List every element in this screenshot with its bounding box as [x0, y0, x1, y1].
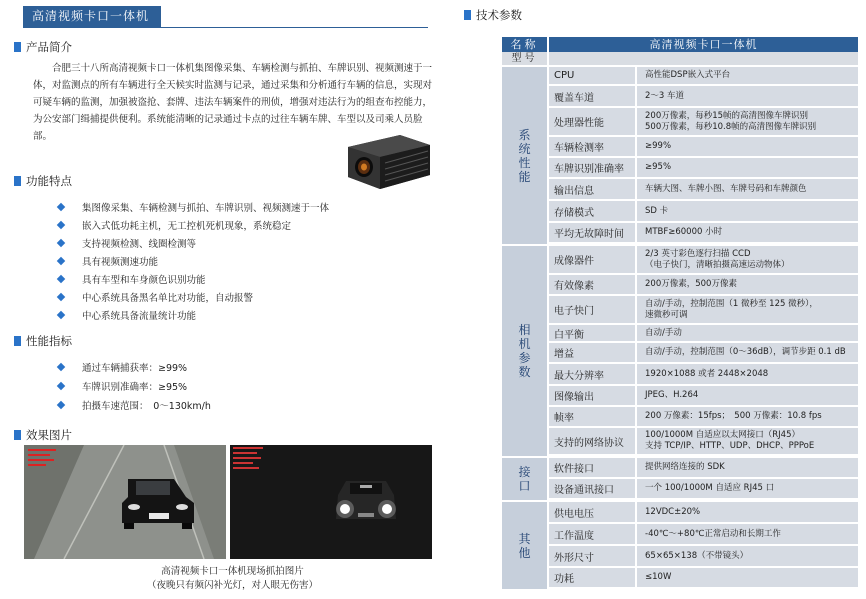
model-key-cell: 型号: [502, 52, 547, 65]
spec-table-header: [502, 37, 858, 52]
diamond-bullet-icon: [57, 311, 65, 319]
spec-field-cell: 覆盖车道: [549, 86, 635, 106]
header-key-cell: 名称: [502, 37, 547, 52]
table-row: [549, 296, 858, 323]
table-row: [549, 223, 858, 242]
list-item: [58, 252, 329, 270]
list-item-text: 集图像采集、车辆检测与抓拍、车牌识别、视频测速于一体: [82, 203, 330, 214]
list-item-text: 中心系统具备黑名单比对功能，自动报警: [82, 293, 254, 304]
spec-value-cell: [637, 201, 858, 221]
spec-field-cell: 平均无故障时间: [549, 223, 635, 242]
spec-value-cell: [637, 275, 858, 294]
diamond-bullet-icon: [57, 293, 65, 301]
table-row: [549, 428, 858, 454]
section-marker-icon: [14, 336, 21, 346]
night-capture-photo: [230, 445, 432, 559]
table-row: [549, 407, 858, 426]
spec-value-line: （电子快门，清晰拍摄高速运动物体）: [645, 259, 790, 270]
table-row: [549, 479, 858, 498]
spec-field-cell: 成像器件: [549, 246, 635, 273]
table-row: [549, 246, 858, 273]
spec-group: [502, 246, 858, 456]
spec-value-cell: [637, 179, 858, 199]
spec-value-cell: [637, 364, 858, 384]
section-marker-icon: [14, 176, 21, 186]
photo-caption-line1: 高清视频卡口一体机现场抓拍图片: [161, 566, 304, 577]
table-row: [549, 364, 858, 384]
spec-value-line: 100/1000M 自适应以太网接口（RJ45）: [645, 430, 800, 440]
intro-heading: [14, 39, 72, 55]
list-item: [58, 376, 211, 395]
table-row: [549, 386, 858, 405]
diamond-bullet-icon: [57, 275, 65, 283]
spec-value-cell: [637, 568, 858, 587]
table-row: [549, 86, 858, 106]
diamond-bullet-icon: [57, 221, 65, 229]
spec-value-cell: [637, 296, 858, 323]
spec-value-line: 200万像素，500万像素: [645, 279, 737, 289]
list-item-text: 具有车型和车身颜色识别功能: [82, 275, 206, 286]
spec-value-line: 200万像素，每秒15帧的高清图像车牌识别: [645, 110, 809, 121]
section-marker-icon: [14, 430, 21, 440]
spec-group-label: 相机参数: [502, 246, 547, 456]
spec-value-cell: [637, 223, 858, 242]
table-row: [549, 325, 858, 341]
spec-value-cell: [637, 546, 858, 566]
spec-value-cell: [637, 67, 858, 84]
list-item: [58, 198, 329, 216]
diamond-bullet-icon: [57, 362, 65, 370]
spec-field-cell: 外形尺寸: [549, 546, 635, 566]
spec-group: [502, 458, 858, 500]
list-item: [58, 270, 329, 288]
table-row: [549, 458, 858, 477]
list-item-text: 支持视频检测、线圈检测等: [82, 239, 197, 250]
table-row: [549, 524, 858, 544]
intro-heading-label: 产品简介: [26, 40, 72, 54]
spec-value-line: 车辆大图、车牌小图、车牌号码和车牌颜色: [645, 183, 807, 194]
spec-value-cell: [637, 325, 858, 341]
table-row: [549, 108, 858, 135]
spec-value-line: MTBF≥60000 小时: [645, 227, 723, 237]
spec-field-cell: 车辆检测率: [549, 137, 635, 156]
spec-value-line: 提供网络连接的 SDK: [645, 462, 725, 472]
spec-field-cell: 车牌识别准确率: [549, 158, 635, 177]
spec-field-cell: 有效像素: [549, 275, 635, 294]
diamond-bullet-icon: [57, 400, 65, 408]
spec-value-line: 2/3 英寸彩色逐行扫描 CCD: [645, 248, 751, 259]
section-marker-icon: [464, 10, 471, 20]
spec-field-cell: 功耗: [549, 568, 635, 587]
spec-field-cell: 输出信息: [549, 179, 635, 199]
spec-field-cell: 白平衡: [549, 325, 635, 341]
spec-value-line: SD 卡: [645, 205, 669, 216]
spec-value-line: -40℃～+80℃正常启动和长期工作: [645, 528, 781, 539]
spec-value-cell: [637, 524, 858, 544]
spec-table: [502, 37, 858, 589]
spec-value-cell: [637, 386, 858, 405]
list-item-text: 拍摄车速范围： 0～130km/h: [82, 400, 211, 412]
spec-value-line: 支持 TCP/IP、HTTP、UDP、DHCP、PPPoE: [645, 441, 815, 451]
spec-value-line: ≥95%: [645, 162, 672, 172]
spec-value-line: JPEG、H.264: [645, 390, 699, 400]
list-item: [58, 234, 329, 252]
list-item-text: 中心系统具备流量统计功能: [82, 311, 197, 322]
spec-heading-label: 技术参数: [476, 8, 522, 22]
photo-caption-line2: （夜晚只有频闪补光灯，对人眼无伤害）: [146, 580, 318, 591]
spec-group-label: 系统性能: [502, 67, 547, 244]
list-item: [58, 288, 329, 306]
header-value-cell: 高清视频卡口一体机: [549, 37, 858, 52]
spec-group-label: 接口: [502, 458, 547, 500]
spec-group: [502, 502, 858, 589]
photo-heading: [14, 427, 72, 443]
day-capture-photo: [24, 445, 226, 559]
list-item: [58, 357, 211, 376]
list-item-text: 通过车辆捕获率：≥99%: [82, 362, 188, 374]
spec-value-cell: [637, 407, 858, 426]
table-row: [549, 343, 858, 362]
spec-value-line: 一个 100/1000M 自适应 RJ45 口: [645, 483, 775, 493]
table-row: [549, 137, 858, 156]
model-row: [502, 52, 858, 65]
perf-list: [58, 357, 211, 414]
features-list: [58, 198, 329, 324]
spec-value-cell: [637, 479, 858, 498]
spec-value-cell: [637, 246, 858, 273]
features-heading: [14, 173, 72, 189]
spec-field-cell: 增益: [549, 343, 635, 362]
section-marker-icon: [14, 42, 21, 52]
spec-group-label: 其他: [502, 502, 547, 589]
spec-value-cell: [637, 158, 858, 177]
spec-field-cell: 处理器性能: [549, 108, 635, 135]
spec-value-line: 500万像素，每秒10.8帧的高清图像车牌识别: [645, 121, 817, 132]
spec-value-cell: [637, 502, 858, 522]
camera-product-image: [340, 125, 435, 193]
table-row: [549, 67, 858, 84]
diamond-bullet-icon: [57, 257, 65, 265]
spec-value-line: 1920×1088 或者 2448×2048: [645, 368, 769, 379]
spec-value-line: 12VDC±20%: [645, 506, 701, 517]
spec-group: [502, 67, 858, 244]
photo-heading-label: 效果图片: [26, 428, 72, 442]
table-row: [549, 158, 858, 177]
spec-value-cell: [637, 428, 858, 454]
spec-value-cell: [637, 108, 858, 135]
spec-field-cell: 最大分辨率: [549, 364, 635, 384]
list-item-text: 车牌识别准确率：≥95%: [82, 381, 188, 393]
spec-value-cell: [637, 137, 858, 156]
spec-field-cell: 软件接口: [549, 458, 635, 477]
spec-value-line: 自动/手动: [645, 327, 682, 338]
spec-field-cell: 供电电压: [549, 502, 635, 522]
model-value-cell: [549, 52, 858, 65]
spec-field-cell: 设备通讯接口: [549, 479, 635, 498]
spec-value-line: 自动/手动，控制范围（0～36dB），调节步距 0.1 dB: [645, 347, 846, 357]
table-row: [549, 275, 858, 294]
spec-value-line: 高性能DSP嵌入式平台: [645, 70, 731, 80]
spec-value-line: 2～3 车道: [645, 90, 685, 101]
diamond-bullet-icon: [57, 239, 65, 247]
list-item: [58, 306, 329, 324]
spec-value-line: 速微秒可调: [645, 309, 688, 320]
spec-value-line: 65×65×138（不带镜头）: [645, 550, 749, 561]
spec-field-cell: 支持的网络协议: [549, 428, 635, 454]
table-row: [549, 568, 858, 587]
spec-heading: [464, 7, 522, 23]
intro-paragraph: 合肥三十八所高清视频卡口一体机集图像采集、车辆检测与抓拍、车牌识别、视频测速于一体，对监测点的所有车辆进行全天候实时监测与记录，通过采集和分析通行车辆的信息，实现对可疑车辆的监测，加强被盗抢、套牌、违法车辆案件的刑侦，增强对违法行为的组查布控能力，为公安部门缉捕提供便利。系统能清晰的记录通过卡点的过往车辆车牌、车型以及司乘人员脸部。: [33, 63, 433, 142]
spec-value-line: ≥99%: [645, 141, 672, 151]
features-heading-label: 功能特点: [26, 174, 72, 188]
perf-heading-label: 性能指标: [26, 334, 72, 348]
table-row: [549, 201, 858, 221]
diamond-bullet-icon: [57, 203, 65, 211]
spec-value-cell: [637, 86, 858, 106]
spec-value-cell: [637, 458, 858, 477]
perf-heading: [14, 333, 72, 349]
list-item-text: 具有视频测速功能: [82, 257, 159, 268]
spec-field-cell: CPU: [549, 67, 635, 84]
spec-value-line: ≤10W: [645, 572, 672, 582]
table-row: [549, 546, 858, 566]
spec-value-line: 自动/手动，控制范围（1 微秒至 125 微秒），: [645, 298, 818, 309]
spec-field-cell: 存储模式: [549, 201, 635, 221]
spec-value-cell: [637, 343, 858, 362]
page-title: 高清视频卡口一体机: [23, 6, 161, 27]
title-underline: [23, 27, 428, 28]
table-row: [549, 502, 858, 522]
spec-field-cell: 图像输出: [549, 386, 635, 405]
diamond-bullet-icon: [57, 381, 65, 389]
spec-field-cell: 工作温度: [549, 524, 635, 544]
list-item-text: 嵌入式低功耗主机，无工控机死机现象，系统稳定: [82, 221, 292, 232]
list-item: [58, 395, 211, 414]
table-row: [549, 179, 858, 199]
spec-field-cell: 电子快门: [549, 296, 635, 323]
spec-value-line: 200 万像素：15fps； 500 万像素：10.8 fps: [645, 411, 822, 421]
list-item: [58, 216, 329, 234]
spec-field-cell: 帧率: [549, 407, 635, 426]
